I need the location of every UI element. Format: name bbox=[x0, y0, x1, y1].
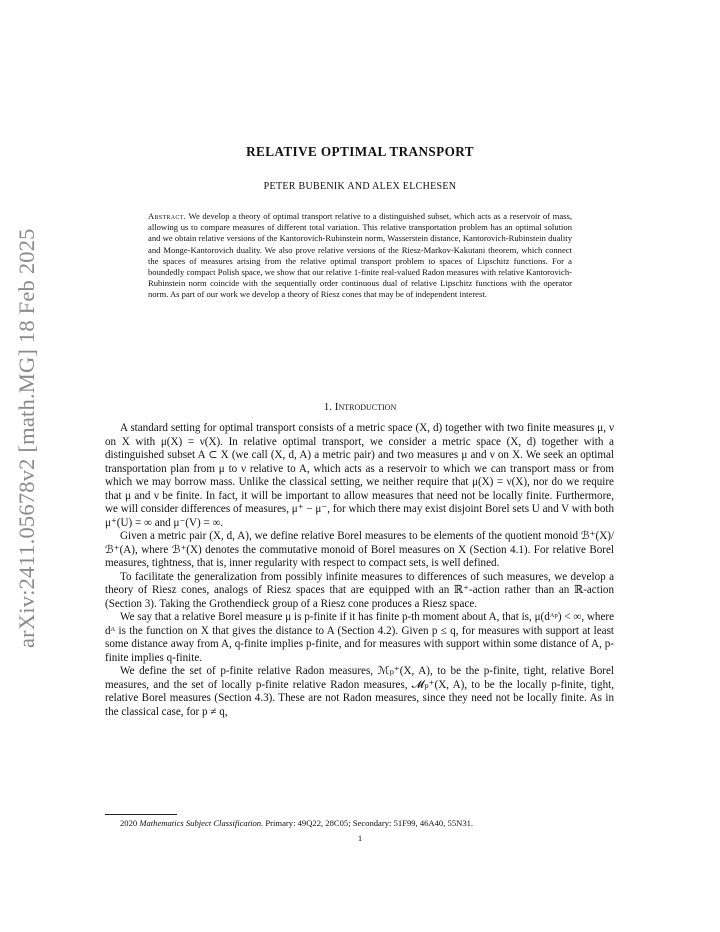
abstract-text: We develop a theory of optimal transport relative to a distinguished subset, which acts as a reservoir of mass, allowing us to compare measures of different total variation. This relative transportation problem has an optimal solution and we obtain relative versions of the Kantorovich-Rubinstein norm, Wasserstein distance, Kantorovich-Rubinstein duality and Monge-Kantorovich duality. We also prove relative versions of the Riesz-Markov-Kakutani theorem, which connect the spaces of measures arising from the relative optimal transport problem to spaces of Lipschitz functions. For a boundedly compact Polish space, we show that our relative 1-finite real-valued Radon measures with relative Kantorovich-Rubinstein norm coincide with the sequentially order continuous dual of relative Lipschitz functions with the operator norm. As part of our work we develop a theory of Riesz cones that may be of independent interest. bbox=[148, 211, 572, 300]
footnote-rule bbox=[105, 814, 177, 815]
paper-title: RELATIVE OPTIMAL TRANSPORT bbox=[246, 144, 474, 159]
arxiv-identifier: arXiv:2411.05678v2 [math.MG] 18 Feb 2025 bbox=[14, 228, 39, 648]
footnote-text: Primary: 49Q22, 28C05; Secondary: 51F99, 46A40, 55N31. bbox=[265, 818, 474, 828]
paper-authors: PETER BUBENIK AND ALEX ELCHESEN bbox=[263, 181, 457, 192]
footnote-msc-label: Mathematics Subject Classification. bbox=[139, 818, 264, 828]
footnote-year: 2020 bbox=[120, 818, 138, 828]
section-number: 1. bbox=[323, 401, 333, 413]
paragraph: We say that a relative Borel measure μ is p-finite if it has finite p-th moment about A, that is, μ(dᴬᵖ) < ∞, where dᴬ is the function on X that gives the distance to A (Section 4.2). Given p ≤ q, for measures with support at least some distance away from A, q-finite implies p-finite, and for measures with support within some distance of A, p-finite implies q-finite. bbox=[105, 611, 614, 664]
paragraph: A standard setting for optimal transport consists of a metric space (X, d) together with two finite measures μ, ν on X with μ(X) = ν(X). In relative optimal transport, we consider a metric space (X, d) together with a distinguished subset A ⊂ X (we call (X, d, A) a metric pair) and two measures μ and ν on X. We seek an optimal transportation plan from μ to ν relative to A, which acts as a reservoir to which we can transport mass or from which we may borrow mass. Unlike the classical setting, we neither require that μ(X) = ν(X), nor do we require that μ and ν be finite. In fact, it will be important to allow measures that need not be locally finite. Furthermore, we will consider differences of measures, μ⁺ − μ⁻, for which there may exist disjoint Borel sets U and V with both μ⁺(U) = ∞ and μ⁻(V) = ∞. bbox=[105, 422, 614, 529]
paragraph: Given a metric pair (X, d, A), we define relative Borel measures to be elements of the quotient monoid ℬ⁺(X)/ℬ⁺(A), where ℬ⁺(X) denotes the commutative monoid of Borel measures on X (Section 4.1). For relative Borel measures, tightness, that is, inner regularity with respect to compact sets, is well defined. bbox=[105, 530, 614, 569]
page-number: 1 bbox=[357, 833, 363, 843]
body-text bbox=[105, 422, 614, 719]
paragraph: We define the set of p-finite relative Radon measures, ℳₚ⁺(X, A), to be the p-finite, tight, relative Borel measures, and the set of locally p-finite relative Radon measures, 𝓜ₚ⁺(X, A), to be the locally p-finite, tight, relative Borel measures (Section 4.3). These are not Radon measures, since they need not be locally finite. As in the classical case, for p ≠ q, bbox=[105, 665, 614, 718]
section-title: Introduction bbox=[334, 401, 397, 413]
abstract bbox=[148, 211, 572, 301]
footnote bbox=[105, 818, 614, 828]
paragraph: To facilitate the generalization from possibly infinite measures to differences of such measures, we develop a theory of Riesz cones, analogs of Riesz spaces that are equipped with an ℝ⁺-action rather than an ℝ-action (Section 3). Taking the Grothendieck group of a Riesz cone produces a Riesz space. bbox=[105, 570, 614, 610]
abstract-label: Abstract. bbox=[148, 211, 187, 221]
section-heading bbox=[0, 401, 720, 413]
